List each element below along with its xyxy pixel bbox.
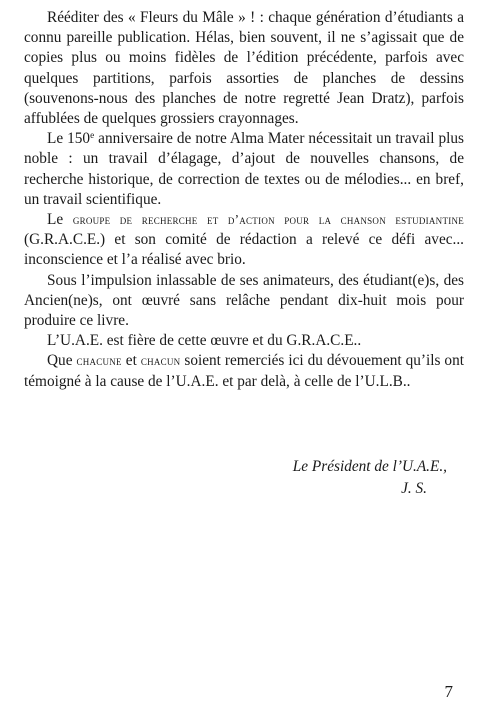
paragraph-4: Sous l’impulsion inlassable de ses animateurs, des étudiant(e)s, des Ancien(ne)s, ont œuvré sans relâche pendant dix-huit mois pour produire ce livre. xyxy=(24,271,464,330)
signature-title: Le Président de l’U.A.E., xyxy=(292,458,447,475)
paragraph-6-start: Que xyxy=(47,352,77,370)
ordinal-superscript: e xyxy=(90,130,95,141)
paragraph-6 xyxy=(24,351,464,391)
paragraph-3 xyxy=(24,210,464,271)
signature-block xyxy=(293,456,447,500)
paragraph-6-and: et xyxy=(121,352,141,370)
paragraph-3-start: Le xyxy=(47,211,73,229)
paragraph-2-rest: anniversaire de notre Alma Mater nécessitait un travail plus noble : un travail d’élagage, d’ajout de nouvelles chansons, de recherche historique, de correction de textes ou de mélodies... en bref, un travail scientifique. xyxy=(24,130,464,208)
paragraph-1: Rééditer des « Fleurs du Mâle » ! : chaque génération d’étudiants a connu pareille publication. Hélas, bien souvent, il ne s’agissait que de copies plus ou moins fidèles de l’édition précédente, parfois avec quelques partitions, parfois assorties de planches de dessins (souvenons-nous des planches de notre regretté Jean Dratz), parfois affublées de quelques grossiers crayonnages. xyxy=(24,9,464,128)
paragraph-2 xyxy=(24,129,464,210)
paragraph-6-rest: soient remerciés ici du dévouement qu’ils ont témoigné à la cause de l’U.A.E. et par delà, à celle de l’U.L.B.. xyxy=(24,352,464,390)
signature-initials: J. S. xyxy=(401,480,427,497)
body-text xyxy=(24,8,464,392)
page-number: 7 xyxy=(444,682,453,701)
chacun-smallcaps: chacun xyxy=(140,353,181,369)
paragraph-2-start: Le 150 xyxy=(47,130,91,148)
paragraph-3-rest: (G.R.A.C.E.) et son comité de rédaction a relevé ce défi avec... inconscience et l’a réalisé avec brio. xyxy=(24,231,464,269)
chacune-smallcaps: chacune xyxy=(76,353,122,369)
paragraph-5: L’U.A.E. est fière de cette œuvre et du G.R.A.C.E.. xyxy=(47,332,362,350)
group-name: groupe de recherche et d’action pour la chanson estudiantine xyxy=(72,212,464,228)
